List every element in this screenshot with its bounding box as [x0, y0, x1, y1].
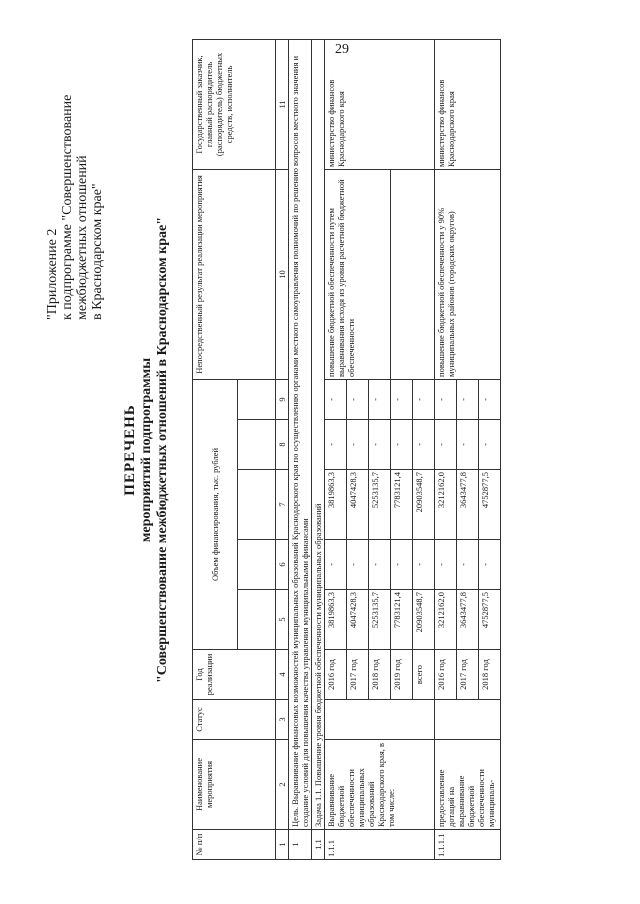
value-col6: - — [479, 540, 501, 590]
value-col5: 4752877,5 — [479, 590, 501, 650]
colnum-1: 1 — [276, 830, 289, 860]
value-col6: - — [435, 540, 457, 590]
value-col7: 7783121,4 — [391, 470, 413, 540]
appendix-line-1: "Приложение 2 — [45, 228, 60, 320]
year-cell: 2016 год — [325, 650, 347, 700]
value-col7: 20903548,7 — [413, 470, 435, 540]
header-spacer-8 — [238, 420, 276, 470]
value-col9: - — [457, 379, 479, 419]
item-customer: министерство финансов Краснодарского края — [435, 39, 501, 169]
value-col7: 3212162,0 — [435, 470, 457, 540]
year-cell: 2018 год — [369, 650, 391, 700]
item-result-empty — [391, 169, 435, 379]
colnum-2: 2 — [276, 740, 289, 830]
value-col7: 4047428,3 — [347, 470, 369, 540]
value-col6: - — [347, 540, 369, 590]
header-status: Статус — [193, 700, 276, 740]
measures-table — [192, 39, 501, 860]
year-cell: 2018 год — [479, 650, 501, 700]
value-col7: 5253135,7 — [369, 470, 391, 540]
value-col8: - — [369, 420, 391, 470]
item-status — [325, 700, 435, 740]
colnum-3: 3 — [276, 700, 289, 740]
value-col5: 5253135,7 — [369, 590, 391, 650]
item-num: 1.1.1 — [325, 830, 435, 860]
value-col8: - — [435, 420, 457, 470]
item-result: повышение бюджетной обеспеченности у 90% муниципальных районов (городских округов) — [435, 169, 501, 379]
colnum-9: 9 — [276, 379, 289, 419]
document-title — [122, 20, 171, 880]
appendix-line-3: межбюджетных отношений — [75, 155, 90, 320]
header-name: Наименование мероприятия — [193, 740, 276, 830]
table-row — [435, 39, 457, 859]
goal-text: Цель. Выравнивание финансовых возможностей муниципальных образований Краснодарского края по осуществлению органами местного самоуправления полномочий по решению вопросов местного значения и создание условий для повышения качества управления муниципальными финансами — [289, 39, 312, 829]
task-text: Задача 1.1. Повышение уровня бюджетной обеспеченности муниципальных образований — [312, 39, 325, 829]
title-line-2: мероприятий подпрограммы — [139, 357, 154, 543]
header-funding: Объем финансирования, тыс. рублей — [193, 379, 238, 649]
colnum-6: 6 — [276, 540, 289, 590]
goal-row — [289, 39, 312, 859]
value-col6: - — [369, 540, 391, 590]
header-spacer-7 — [238, 470, 276, 540]
header-spacer-6 — [238, 540, 276, 590]
value-col5: 3212162,0 — [435, 590, 457, 650]
value-col9: - — [435, 379, 457, 419]
task-num: 1.1 — [312, 830, 325, 860]
year-cell: 2017 год — [457, 650, 479, 700]
year-cell: всего — [413, 650, 435, 700]
page-number: 29 — [335, 42, 349, 57]
value-col8: - — [457, 420, 479, 470]
value-col7: 3819863,3 — [325, 470, 347, 540]
header-year: Год реализации — [193, 650, 276, 700]
value-col5: 3643477,8 — [457, 590, 479, 650]
value-col6: - — [413, 540, 435, 590]
item-result: повышение бюджетной обеспеченности путем выравнивания исходя из уровня расчетной бюджетной обеспеченности — [325, 169, 391, 379]
value-col6: - — [457, 540, 479, 590]
value-col9: - — [413, 379, 435, 419]
value-col9: - — [479, 379, 501, 419]
value-col7: 4752877,5 — [479, 470, 501, 540]
value-col6: - — [325, 540, 347, 590]
item-num: 1.1.1.1 — [435, 830, 501, 860]
year-cell: 2016 год — [435, 650, 457, 700]
value-col8: - — [391, 420, 413, 470]
colnum-5: 5 — [276, 590, 289, 650]
header-spacer-9 — [238, 379, 276, 419]
item-customer: министерство финансов Краснодарского края — [325, 39, 435, 169]
value-col5: 20903548,7 — [413, 590, 435, 650]
value-col7: 3643477,8 — [457, 470, 479, 540]
colnum-8: 8 — [276, 420, 289, 470]
value-col8: - — [479, 420, 501, 470]
header-spacer-5 — [238, 590, 276, 650]
header-customer: Государственный заказчик, главный распорядитель (распорядитель) бюджетных средств, исполнитель — [193, 39, 276, 169]
title-main: ПЕРЕЧЕНЬ — [122, 404, 138, 496]
value-col9: - — [369, 379, 391, 419]
header-result: Непосредственный результат реализации мероприятия — [193, 169, 276, 379]
value-col5: 4047428,3 — [347, 590, 369, 650]
value-col5: 7783121,4 — [391, 590, 413, 650]
value-col6: - — [391, 540, 413, 590]
item-status — [435, 700, 501, 740]
appendix-caption — [45, 60, 105, 320]
header-num: № п/п — [193, 830, 276, 860]
task-row — [312, 39, 325, 859]
item-name: Выравнивание бюджетной обеспеченности муниципальных образований Краснодарского края, в том числе: — [325, 740, 435, 830]
colnum-7: 7 — [276, 470, 289, 540]
colnum-10: 10 — [276, 169, 289, 379]
value-col8: - — [413, 420, 435, 470]
year-cell: 2019 год — [391, 650, 413, 700]
value-col9: - — [391, 379, 413, 419]
value-col5: 3819863,3 — [325, 590, 347, 650]
year-cell: 2017 год — [347, 650, 369, 700]
table-row — [325, 39, 347, 859]
landscape-sheet — [40, 20, 600, 880]
column-number-row — [276, 39, 289, 859]
item-name: предоставление дотаций на выравнивание бюджетной обеспеченности муниципаль- — [435, 740, 501, 830]
colnum-11: 11 — [276, 39, 289, 169]
appendix-line-2: к подпрограмме "Совершенствование — [60, 94, 75, 320]
header-row — [193, 39, 238, 859]
value-col9: - — [325, 379, 347, 419]
goal-num: 1 — [289, 830, 312, 860]
value-col9: - — [347, 379, 369, 419]
value-col8: - — [347, 420, 369, 470]
colnum-4: 4 — [276, 650, 289, 700]
value-col8: - — [325, 420, 347, 470]
title-line-3: "Совершенствование межбюджетных отношений в Краснодарском крае" — [155, 217, 170, 683]
appendix-line-4: в Краснодарском крае" — [90, 183, 105, 320]
